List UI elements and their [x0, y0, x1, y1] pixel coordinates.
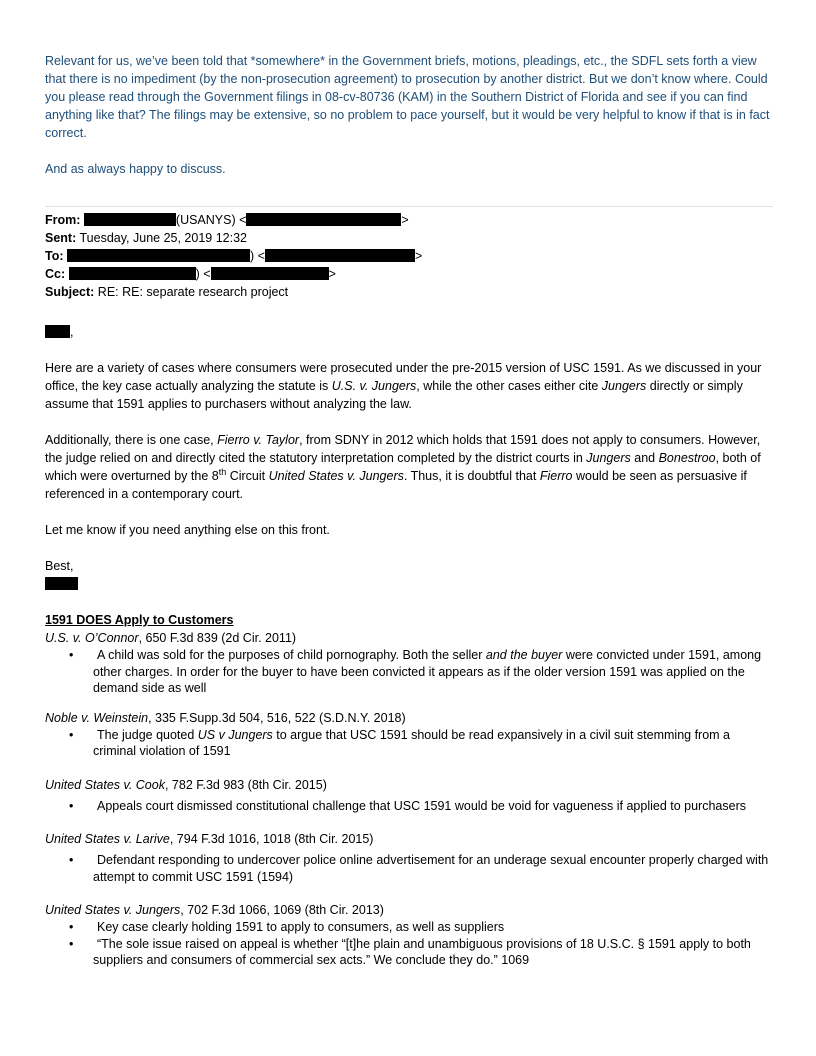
message-paragraph-3: Let me know if you need anything else on this front. — [45, 523, 330, 537]
case-citation — [45, 830, 773, 848]
case-bullets — [45, 727, 773, 760]
email-header — [45, 211, 773, 301]
case-entry — [45, 901, 773, 969]
bullet-icon: • — [69, 727, 74, 742]
reply-paragraph-2: And as always happy to discuss. — [45, 162, 226, 176]
email-document — [45, 52, 773, 969]
cc-separator: ) < — [195, 267, 211, 281]
list-item — [45, 647, 773, 697]
to-close: > — [414, 249, 423, 263]
message-paragraph-2: Additionally, there is one case, Fierro v. Taylor, from SDNY in 2012 which holds that 1591 does not apply to consumers. However, the judge relied on and directly cited the statutory interpretation completed by the district courts in Jungers and Bonestroo, both of which were overturned by the 8th Circuit United States v. Jungers. Thus, it is doubtful that Fierro would be seen as persuasive if referenced in a contemporary court. — [45, 433, 761, 501]
list-item — [45, 919, 773, 936]
case-cite: , 782 F.3d 983 (8th Cir. 2015) — [164, 777, 327, 792]
sent-line — [45, 229, 773, 247]
cc-line — [45, 265, 773, 283]
from-line — [45, 211, 773, 229]
signature — [45, 575, 773, 593]
bullet-text: A child was sold for the purposes of child pornography. Both the seller and the buyer were convicted under 1591, among other charges. In order for the buyer to have been convicted it appears as if the older version 1591 was applied on the demand side as well — [93, 648, 762, 695]
from-label: From: — [45, 213, 81, 227]
case-citation — [45, 776, 773, 794]
redaction-block — [246, 213, 401, 226]
section-title: 1591 DOES Apply to Customers — [45, 613, 234, 627]
case-name: United States v. Cook — [45, 777, 165, 792]
case-entry — [45, 776, 773, 815]
redaction-block — [45, 577, 78, 590]
case-entry — [45, 629, 773, 697]
bullet-text: Defendant responding to undercover police online advertisement for an underage sexual encounter properly charged with attempt to commit USC 1591 (1594) — [93, 853, 769, 884]
case-cite: , 794 F.3d 1016, 1018 (8th Cir. 2015) — [169, 832, 374, 846]
cc-label: Cc: — [45, 267, 66, 281]
list-item — [45, 727, 773, 760]
redaction-block — [45, 325, 70, 338]
subject-label: Subject: — [45, 285, 95, 299]
greeting-comma: , — [70, 325, 74, 339]
bullet-text: The judge quoted US v Jungers to argue that USC 1591 should be read expansively in a civil suit stemming from a criminal violation of 1591 — [93, 727, 730, 758]
bullet-icon: • — [69, 920, 74, 934]
redaction-block — [265, 249, 415, 262]
case-name: United States v. Larive — [45, 832, 170, 846]
list-item — [45, 852, 773, 885]
case-entry — [45, 830, 773, 885]
redaction-block — [211, 267, 329, 280]
sent-value: Tuesday, June 25, 2019 12:32 — [79, 231, 247, 245]
case-citation — [45, 629, 773, 647]
from-close: > — [401, 213, 409, 227]
sent-label: Sent: — [45, 231, 77, 245]
case-name: U.S. v. O’Connor — [45, 631, 139, 645]
bullet-text: Key case clearly holding 1591 to apply to consumers, as well as suppliers — [97, 920, 505, 934]
greeting — [45, 323, 773, 341]
redaction-block — [84, 213, 176, 226]
bullet-icon: • — [69, 853, 74, 867]
to-line — [45, 247, 773, 265]
case-cite: , 335 F.Supp.3d 504, 516, 522 (S.D.N.Y. 2018) — [148, 710, 406, 725]
case-bullets — [45, 919, 773, 969]
case-citation — [45, 901, 773, 919]
signoff: Best, — [45, 559, 74, 573]
to-separator: ) < — [250, 249, 265, 263]
case-name: Noble v. Weinstein — [45, 710, 149, 725]
header-divider — [45, 206, 773, 207]
case-name: United States v. Jungers — [45, 903, 181, 917]
case-entry — [45, 709, 773, 760]
to-label: To: — [45, 249, 64, 263]
redaction-block — [67, 249, 250, 262]
subject-line — [45, 283, 773, 301]
case-bullets — [45, 798, 773, 815]
bullet-text: “The sole issue raised on appeal is whether “[t]he plain and unambiguous provisions of 18 U.S.C. § 1591 apply to both suppliers and consumers of commercial sex acts.” We conclude they do.” 1069 — [93, 936, 751, 967]
case-cite: , 650 F.3d 839 (2d Cir. 2011) — [138, 631, 297, 645]
bullet-text: Appeals court dismissed constitutional challenge that USC 1591 would be void for vagueness if applied to purchasers — [97, 798, 746, 813]
case-bullets — [45, 647, 773, 697]
case-citation — [45, 709, 773, 727]
message-paragraph-1: Here are a variety of cases where consumers were prosecuted under the pre-2015 version of USC 1591. As we discussed in your office, the key case actually analyzing the statute is U.S. v. Jungers, while the other cases either cite Jungers directly or simply assume that 1591 applies to purchasers without analyzing the law. — [45, 361, 762, 411]
case-bullets — [45, 852, 773, 885]
case-cite: , 702 F.3d 1066, 1069 (8th Cir. 2013) — [180, 903, 384, 917]
list-item — [45, 798, 773, 815]
redaction-block — [69, 267, 196, 280]
list-item — [45, 936, 773, 969]
subject-value: RE: RE: separate research project — [97, 285, 289, 299]
bullet-icon: • — [69, 798, 74, 813]
reply-paragraph-1: Relevant for us, we’ve been told that *somewhere* in the Government briefs, motions, pleadings, etc., the SDFL sets forth a view that there is no impediment (by the non-prosecution agreement) to prosecution by another district. But we don’t know where. Could you please read through the Government filings in 08-cv-80736 (KAM) in the Southern District of Florida and see if you can find anything like that? The filings may be extensive, so no problem to pace yourself, but it would be very helpful to know if that is in fact correct. — [45, 54, 770, 140]
from-org: (USANYS) < — [175, 213, 247, 227]
case-list — [45, 629, 773, 969]
bullet-icon: • — [69, 936, 74, 951]
cc-close: > — [328, 267, 336, 281]
bullet-icon: • — [69, 648, 74, 662]
